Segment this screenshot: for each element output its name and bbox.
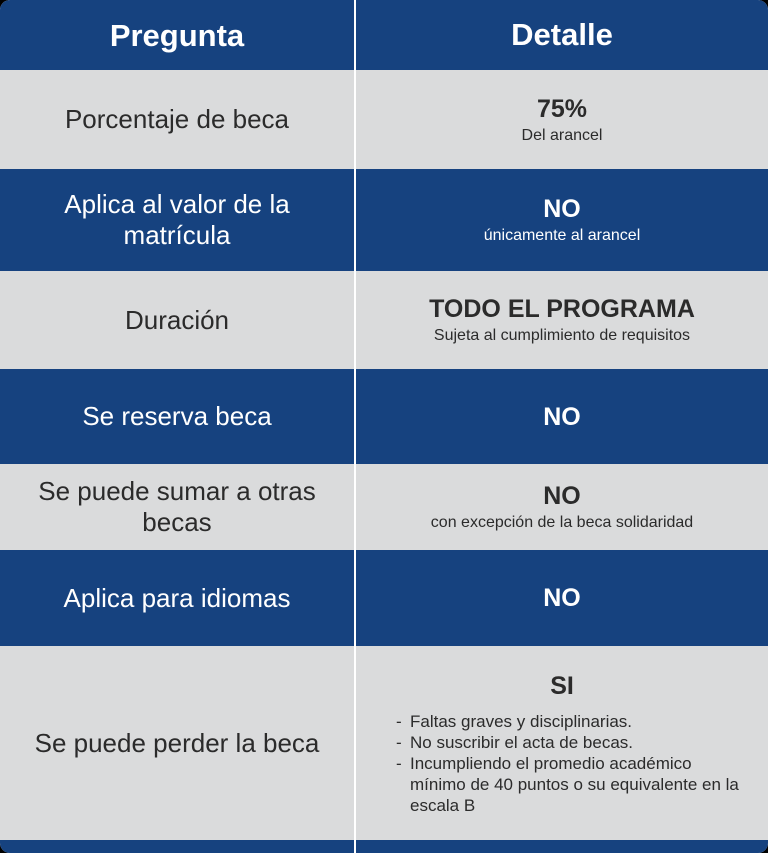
table-row bbox=[0, 550, 768, 646]
row-detail bbox=[356, 169, 768, 271]
row-question: Aplica para idiomas bbox=[63, 582, 291, 613]
table-row bbox=[0, 646, 768, 840]
detail-main: NO bbox=[543, 482, 581, 510]
detail-main: NO bbox=[543, 584, 581, 612]
row-detail bbox=[356, 550, 768, 646]
table-header bbox=[0, 0, 768, 70]
detail-sub: únicamente al arancel bbox=[483, 227, 641, 244]
table-row bbox=[0, 369, 768, 464]
detail-sub: Sujeta al cumplimiento de requisitos bbox=[433, 327, 691, 344]
table-row bbox=[0, 464, 768, 550]
row-question: Duración bbox=[124, 304, 230, 335]
table-row bbox=[0, 70, 768, 169]
table-row bbox=[0, 169, 768, 271]
bullet-list bbox=[396, 711, 752, 816]
detail-sub: con excepción de la beca solidaridad bbox=[430, 514, 694, 531]
table-row bbox=[0, 271, 768, 369]
bullet-item: - Faltas graves y disciplinarias. bbox=[396, 711, 752, 732]
row-detail bbox=[356, 646, 768, 840]
row-question: Se puede perder la beca bbox=[34, 727, 320, 758]
detail-main: SI bbox=[550, 671, 574, 700]
row-question: Porcentaje de beca bbox=[64, 104, 290, 134]
row-question: Aplica al valor de la matrícula bbox=[64, 189, 290, 250]
detail-sub: Del arancel bbox=[521, 126, 603, 144]
detail-main: TODO EL PROGRAMA bbox=[429, 295, 695, 323]
detail-main: NO bbox=[543, 195, 581, 223]
row-question: Se reserva beca bbox=[82, 401, 272, 431]
detail-main: NO bbox=[543, 402, 581, 431]
row-detail bbox=[356, 464, 768, 550]
header-question: Pregunta bbox=[109, 17, 245, 53]
table-footer bbox=[0, 840, 768, 853]
header-detail: Detalle bbox=[511, 17, 613, 52]
bullet-item: - No suscribir el acta de becas. bbox=[396, 732, 752, 753]
row-question: Se puede sumar a otras becas bbox=[38, 476, 316, 537]
row-detail bbox=[356, 70, 768, 169]
row-detail bbox=[356, 369, 768, 464]
detail-main: 75% bbox=[536, 94, 588, 123]
column-divider bbox=[354, 0, 356, 853]
bullet-item: - Incumpliendo el promedio académico mínimo de 40 puntos o su equivalente en la escala B bbox=[396, 753, 752, 816]
row-detail bbox=[356, 271, 768, 369]
